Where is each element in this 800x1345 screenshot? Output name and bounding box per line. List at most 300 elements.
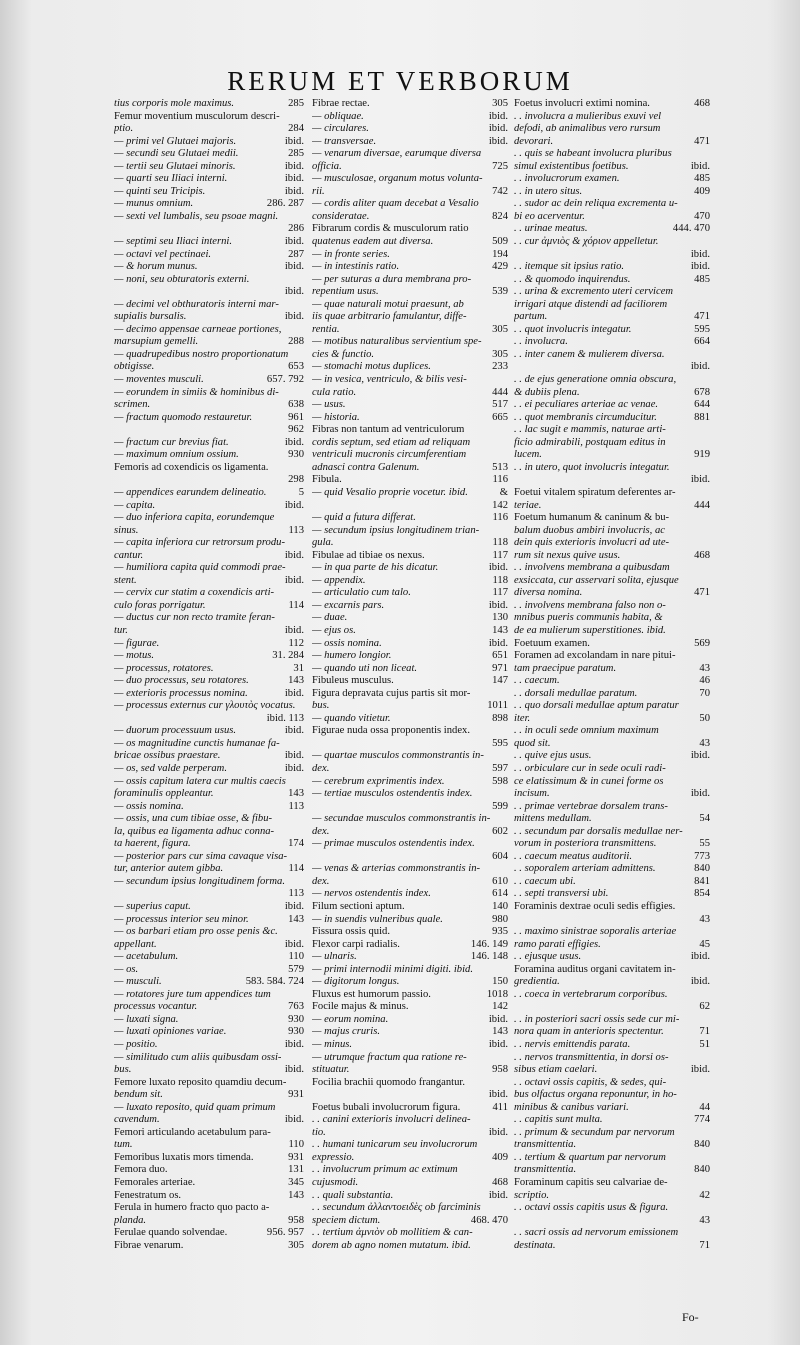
index-entry-page	[301, 851, 304, 864]
index-entry-text: nora quam in anterioris spectentur.	[514, 1026, 664, 1038]
index-entry-text: . . in utero, quot involucris integatur.	[514, 461, 670, 473]
index-entry-text: Flexor carpi radialis.	[312, 938, 400, 950]
index-entry-text: tur.	[114, 624, 128, 636]
index-entry	[114, 575, 304, 588]
index-entry	[514, 1152, 710, 1165]
index-entry-text: irrigari atque distendi ad faciliorem	[514, 298, 668, 310]
index-entry	[114, 638, 304, 651]
index-entry-page	[301, 1102, 304, 1115]
index-entry-text: . . involvens membrana falso non o-	[514, 599, 666, 611]
index-entry-text: Foetus involucri extimi nomina.	[514, 98, 650, 109]
index-entry-page: ibid. 113	[266, 712, 304, 724]
index-entry	[514, 111, 710, 124]
index-entry	[514, 763, 710, 776]
index-entry	[312, 474, 508, 487]
index-entry	[114, 1202, 304, 1215]
index-entry	[312, 1114, 508, 1127]
index-entry-text: — eorum nomina.	[312, 1013, 389, 1025]
index-entry	[514, 838, 710, 851]
index-entry-page: 444. 470	[672, 223, 710, 235]
index-entry	[312, 500, 508, 513]
index-entry-text: — cerebrum exprimentis index.	[312, 775, 445, 787]
index-entry	[114, 136, 304, 149]
index-entry-page: 774	[694, 1114, 710, 1126]
index-entry-page	[707, 299, 710, 312]
index-entry-page	[505, 1052, 508, 1065]
index-entry	[312, 763, 508, 776]
index-entry-page: 935	[492, 926, 508, 938]
index-entry	[114, 261, 304, 274]
index-entry	[114, 1014, 304, 1027]
index-entry-page	[707, 989, 710, 1002]
index-entry	[312, 1052, 508, 1065]
index-entry-page: 824	[492, 210, 508, 222]
index-entry	[312, 738, 508, 751]
index-entry-page: 579	[288, 963, 304, 975]
index-entry-page	[707, 801, 710, 814]
index-entry-page	[301, 587, 304, 600]
index-entry-page: 653	[288, 361, 304, 373]
index-entry-page: ibid.	[488, 110, 508, 122]
index-entry-text: dein quis exterioris involucri ad ute-	[514, 537, 670, 549]
index-entry-text: — usus.	[312, 399, 346, 411]
index-entry-text: — duorum processuum usus.	[114, 725, 237, 737]
index-entry-text: — in qua parte de his dicatur.	[312, 562, 439, 574]
index-entry-text: cies & functio.	[312, 348, 375, 360]
index-entry-text: . . dorsali medullae paratum.	[514, 687, 638, 699]
index-entry-page: ibid.	[284, 160, 304, 172]
index-entry-text: . . nervis emittendis parata.	[514, 1039, 631, 1051]
index-entry-page	[707, 424, 710, 437]
index-entry-text: — processus, rotatores.	[114, 662, 214, 674]
index-entry-text: — secundum ipsius longitudinem trian-	[312, 524, 480, 536]
index-entry-text: gredientia.	[514, 976, 560, 988]
index-entry	[514, 550, 710, 563]
index-entry-text: . . quali substantia.	[312, 1189, 394, 1201]
index-entry-text: mnibus pueris communis habita, &	[514, 612, 663, 624]
index-entry-text: sinus.	[114, 524, 139, 536]
index-entry-page	[505, 688, 508, 701]
index-entry-text: — eorundem in simiis & hominibus di-	[114, 386, 279, 398]
index-entry-text: . . coeca in vertebrarum corporibus.	[514, 988, 668, 1000]
index-entry-page: 45	[699, 938, 710, 950]
index-entry	[114, 274, 304, 287]
index-entry-page: 286	[288, 223, 304, 235]
index-entry	[514, 1139, 710, 1152]
index-entry-page: 485	[694, 173, 710, 185]
index-entry-page: ibid.	[284, 687, 304, 699]
index-entry-page: 116	[492, 474, 508, 486]
index-entry	[312, 1102, 508, 1115]
index-entry-text: . . in posteriori sacri ossis sede cur mi-	[514, 1013, 680, 1025]
index-entry-text: — circulares.	[312, 123, 369, 135]
index-entry	[114, 525, 304, 538]
index-entry-text: — utrumque fractum qua ratione re-	[312, 1051, 467, 1063]
index-entry	[312, 211, 508, 224]
index-entry-text: Foraminum capitis seu calvariae de-	[514, 1177, 668, 1189]
index-entry-page: &	[499, 486, 508, 498]
index-entry-page: ibid.	[690, 248, 710, 260]
index-entry-page: 131	[288, 1164, 304, 1176]
index-entry-page: 233	[492, 361, 508, 373]
index-entry	[114, 1089, 304, 1102]
index-entry-text: . . itemque sit ipsius ratio.	[514, 261, 625, 273]
index-entry-page: 43	[699, 662, 710, 674]
index-entry-page: ibid.	[284, 436, 304, 448]
running-head-text: RERUM ET VERBORUM	[227, 66, 573, 96]
index-entry-page	[301, 1127, 304, 1140]
index-entry	[114, 361, 304, 374]
index-entry-page: ibid.	[284, 725, 304, 737]
index-entry-page	[505, 198, 508, 211]
index-entry-text: — quid a futura differat.	[312, 512, 416, 524]
index-entry-text: destinata.	[514, 1239, 556, 1251]
index-entry-text: — duo inferiora capita, eorundemque	[114, 512, 275, 524]
index-entry	[312, 1202, 508, 1215]
index-entry	[114, 801, 304, 814]
index-entry	[514, 1089, 710, 1102]
index-entry	[312, 148, 508, 161]
index-entry-text: vorum in posteriora transmittens.	[514, 838, 657, 850]
index-entry-page: 881	[694, 411, 710, 423]
index-entry-page: 130	[492, 612, 508, 624]
index-entry	[514, 274, 710, 287]
index-entry-page: 513	[492, 461, 508, 473]
index-entry-page: 305	[492, 348, 508, 360]
index-entry-page: 468. 470	[470, 1214, 508, 1226]
index-entry	[514, 1077, 710, 1090]
index-entry	[114, 1127, 304, 1140]
index-entry-text: — per suturas a dura membrana pro-	[312, 273, 472, 285]
index-entry	[312, 336, 508, 349]
index-entry-page	[505, 750, 508, 763]
index-entry-page	[505, 311, 508, 324]
index-entry-page: 597	[492, 762, 508, 774]
index-entry	[312, 863, 508, 876]
index-entry	[114, 299, 304, 312]
index-entry	[514, 1215, 710, 1228]
index-entry	[114, 236, 304, 249]
index-entry-text: simul existentibus foetibus.	[514, 160, 629, 172]
index-entry-text: . . ei peculiares arteriae ac venae.	[514, 399, 659, 411]
index-entry	[312, 688, 508, 701]
index-entry-page: 470	[694, 210, 710, 222]
index-entry-text: . . soporalem arteriam admittens.	[514, 863, 656, 875]
index-entry-page: 602	[492, 825, 508, 837]
index-entry-page	[707, 1202, 710, 1215]
index-entry-page: ibid.	[284, 549, 304, 561]
index-entry-page: ibid.	[284, 173, 304, 185]
index-entry-page: 143	[288, 1189, 304, 1201]
index-entry-page	[707, 650, 710, 663]
index-entry-page: 1011	[487, 700, 508, 712]
index-entry	[514, 888, 710, 901]
index-entry-page: 305	[492, 323, 508, 335]
index-entry	[514, 198, 710, 211]
index-entry-text: Femoribus luxatis mors timenda.	[114, 1151, 254, 1163]
index-column-1	[114, 98, 304, 1252]
index-entry	[514, 136, 710, 149]
index-entry-page	[707, 537, 710, 550]
index-entry-text: — in vesica, ventriculo, & bilis vesi-	[312, 374, 467, 386]
index-entry-page: 70	[699, 687, 710, 699]
index-entry-page: ibid.	[284, 901, 304, 912]
index-entry-text: — luxati signa.	[114, 1013, 179, 1025]
index-entry-text: dex.	[312, 762, 330, 774]
index-entry-text: . . secundum ἀλλαντοειδὲς ob farciminis	[312, 1202, 481, 1214]
index-entry	[114, 1102, 304, 1115]
index-entry-page: 143	[288, 788, 304, 800]
index-entry	[114, 512, 304, 525]
index-entry	[514, 236, 710, 249]
index-entry	[514, 801, 710, 814]
index-entry-text: . . quive ejus usus.	[514, 750, 592, 762]
index-entry	[514, 700, 710, 713]
index-entry	[312, 989, 508, 1002]
index-entry-page	[707, 625, 710, 638]
index-entry-page: 509	[492, 236, 508, 248]
index-entry-text: Foraminis dextrae oculi sedis effigies.	[514, 901, 676, 912]
index-entry	[514, 1227, 710, 1240]
index-entry	[114, 863, 304, 876]
index-entry-page: 471	[694, 135, 710, 147]
index-entry-text: scriptio.	[514, 1189, 550, 1201]
index-entry	[312, 663, 508, 676]
index-entry-text: Ferula in humero fracto quo pacto a-	[114, 1202, 270, 1214]
index-entry-page: 411	[492, 1101, 508, 1113]
index-entry	[114, 474, 304, 487]
index-entry	[114, 424, 304, 437]
index-entry	[514, 1114, 710, 1127]
index-entry-text: — musculosae, organum motus volunta-	[312, 173, 483, 185]
index-entry	[114, 286, 304, 299]
index-entry	[514, 750, 710, 763]
index-entry	[312, 299, 508, 312]
index-entry-text: speciem dictum.	[312, 1214, 381, 1226]
index-entry-page: 118	[492, 537, 508, 549]
index-entry	[114, 738, 304, 751]
index-entry-page: 113	[288, 888, 304, 900]
index-entry	[312, 1139, 508, 1152]
index-entry-text: . . & quomodo inquirendus.	[514, 273, 631, 285]
index-entry	[514, 311, 710, 324]
index-entry	[114, 964, 304, 977]
index-entry	[114, 223, 304, 236]
index-entry-page: ibid.	[488, 123, 508, 135]
index-entry-page: 71	[699, 1026, 710, 1038]
index-entry-page: ibid.	[690, 474, 710, 486]
index-entry-page	[505, 813, 508, 826]
index-entry	[312, 462, 508, 475]
index-entry-page	[707, 525, 710, 538]
index-entry	[312, 1152, 508, 1165]
index-entry-text: . . quo dorsali medullae aptum paratur	[514, 700, 679, 712]
index-entry-page	[707, 1014, 710, 1027]
index-entry	[312, 449, 508, 462]
index-entry-text: bricae ossibus praestare.	[114, 750, 221, 762]
index-entry-text: . . octavi ossis capitis usus & figura.	[514, 1202, 669, 1214]
index-entry	[114, 650, 304, 663]
index-entry-text: . . primae vertebrae dorsalem trans-	[514, 800, 668, 812]
index-entry	[114, 1190, 304, 1203]
index-entry-text: — ossis nomina.	[114, 800, 184, 812]
index-entry	[312, 249, 508, 262]
index-entry-text: Fibras non tantum ad ventriculorum	[312, 424, 465, 436]
index-entry-page: 286. 287	[266, 198, 304, 210]
index-entry	[114, 914, 304, 927]
index-entry	[114, 123, 304, 136]
index-entry-text: — os barbari etiam pro osse penis &c.	[114, 926, 278, 938]
index-entry-text: defodi, ab animalibus vero rursum	[514, 123, 661, 135]
index-entry	[312, 575, 508, 588]
index-entry	[514, 1039, 710, 1052]
index-entry	[514, 976, 710, 989]
index-entry	[514, 374, 710, 387]
index-entry-text: Fibrae rectae.	[312, 98, 370, 109]
index-entry	[312, 437, 508, 450]
index-entry	[312, 424, 508, 437]
index-entry-text: cujusmodi.	[312, 1177, 359, 1189]
index-entry	[114, 537, 304, 550]
index-entry	[312, 1026, 508, 1039]
index-entry	[312, 537, 508, 550]
index-entry-page: ibid.	[284, 286, 304, 298]
index-entry	[114, 788, 304, 801]
index-entry-text: sibus etiam caelari.	[514, 1064, 598, 1076]
index-entry-text: — secundum ipsius longitudinem forma.	[114, 875, 285, 887]
index-entry-page: 840	[694, 863, 710, 875]
index-entry-page: 112	[288, 637, 304, 649]
index-entry-page: 143	[288, 913, 304, 925]
index-entry-text: — luxato reposito, quid quam primum	[114, 1101, 276, 1113]
index-entry-page: 930	[288, 1013, 304, 1025]
index-entry-text: — capita.	[114, 499, 156, 511]
index-entry	[114, 688, 304, 701]
index-entry	[114, 901, 304, 914]
index-entry-text: adnasci contra Galenum.	[312, 461, 420, 473]
index-entry-page: 971	[492, 662, 508, 674]
index-entry	[514, 826, 710, 839]
index-entry	[114, 387, 304, 400]
index-entry-page	[707, 700, 710, 713]
index-entry-page: ibid.	[284, 574, 304, 586]
index-entry-page	[707, 286, 710, 299]
index-entry-text: lucem.	[514, 449, 542, 461]
index-entry	[312, 223, 508, 236]
index-entry-page: 50	[699, 712, 710, 724]
index-entry	[312, 951, 508, 964]
index-entry	[114, 826, 304, 839]
index-entry-page	[505, 838, 508, 851]
index-entry-text: tam praecipue paratum.	[514, 662, 617, 674]
index-entry-page: 956. 957	[266, 1227, 304, 1239]
index-entry-text: — figurae.	[114, 637, 160, 649]
index-entry-page	[707, 1089, 710, 1102]
index-entry-page: 517	[492, 399, 508, 411]
index-entry-page: 46	[699, 675, 710, 687]
index-entry-page	[707, 612, 710, 625]
index-entry-text: . . inter canem & mulierem diversa.	[514, 348, 665, 360]
index-entry-text: — processus externus cur γλουτὸς vocatus.	[114, 700, 296, 712]
index-entry	[514, 939, 710, 952]
index-entry-text: stituatur.	[312, 1064, 350, 1076]
index-entry-page: 471	[694, 587, 710, 599]
index-entry-text: diversa nomina.	[514, 587, 583, 599]
index-entry-text: — stomachi motus duplices.	[312, 361, 431, 373]
index-entry	[514, 688, 710, 701]
index-entry-page: 409	[694, 185, 710, 197]
index-entry-text: — secundi seu Glutaei medii.	[114, 148, 239, 160]
index-entry-page: 150	[492, 976, 508, 988]
index-entry-page: 110	[288, 951, 304, 963]
index-entry-text: . . ejusque usus.	[514, 951, 582, 963]
index-entry-page	[301, 612, 304, 625]
index-entry	[114, 1139, 304, 1152]
index-entry-page: 931	[288, 1151, 304, 1163]
index-entry-page	[301, 926, 304, 939]
index-entry-text: — minus.	[312, 1039, 353, 1051]
index-entry-text: — os, sed valde perperam.	[114, 762, 227, 774]
index-entry	[514, 211, 710, 224]
index-entry-text: Filum sectioni aptum.	[312, 901, 405, 912]
index-entry-page: ibid.	[284, 762, 304, 774]
index-entry	[514, 964, 710, 977]
index-entry-page: 113	[288, 524, 304, 536]
index-entry	[312, 1177, 508, 1190]
index-entry-text: — quadrupedibus nostro proportionatum	[114, 348, 289, 360]
index-entry	[114, 600, 304, 613]
index-entry-page	[301, 274, 304, 287]
index-entry	[514, 336, 710, 349]
index-entry	[514, 173, 710, 186]
index-entry	[312, 399, 508, 412]
index-entry-page: ibid.	[690, 951, 710, 963]
index-entry-page	[707, 575, 710, 588]
index-entry	[312, 1190, 508, 1203]
index-entry	[312, 650, 508, 663]
index-entry-page: 595	[694, 323, 710, 335]
index-entry	[514, 1014, 710, 1027]
index-entry-page: 140	[492, 901, 508, 912]
index-entry-text: planda.	[114, 1214, 147, 1226]
index-entry	[312, 675, 508, 688]
index-entry	[312, 525, 508, 538]
index-entry-text: . . sacri ossis ad nervorum emissionem	[514, 1227, 679, 1239]
index-entry-page	[707, 901, 710, 914]
index-entry-page	[301, 349, 304, 362]
index-entry	[114, 587, 304, 600]
index-entry-page: 284	[288, 123, 304, 135]
index-entry	[312, 638, 508, 651]
index-entry-page: 664	[694, 336, 710, 348]
index-entry-text: — posterior pars cur sima cavaque visa-	[114, 850, 288, 862]
index-entry-text: . . urinae meatus.	[514, 223, 588, 235]
index-entry-text: bus.	[312, 700, 330, 712]
index-entry	[114, 1064, 304, 1077]
index-entry	[312, 311, 508, 324]
index-entry-page	[707, 198, 710, 211]
index-entry	[312, 914, 508, 927]
index-entry-text: — quinti seu Tricipis.	[114, 185, 206, 197]
index-entry-page	[505, 964, 508, 977]
index-entry	[312, 487, 508, 500]
index-entry	[312, 826, 508, 839]
index-entry-text: — majus cruris.	[312, 1026, 380, 1038]
index-entry	[514, 412, 710, 425]
index-entry	[312, 123, 508, 136]
index-entry-page: 194	[492, 248, 508, 260]
index-entry-text: . . involucrum primum ac extimum	[312, 1164, 458, 1176]
